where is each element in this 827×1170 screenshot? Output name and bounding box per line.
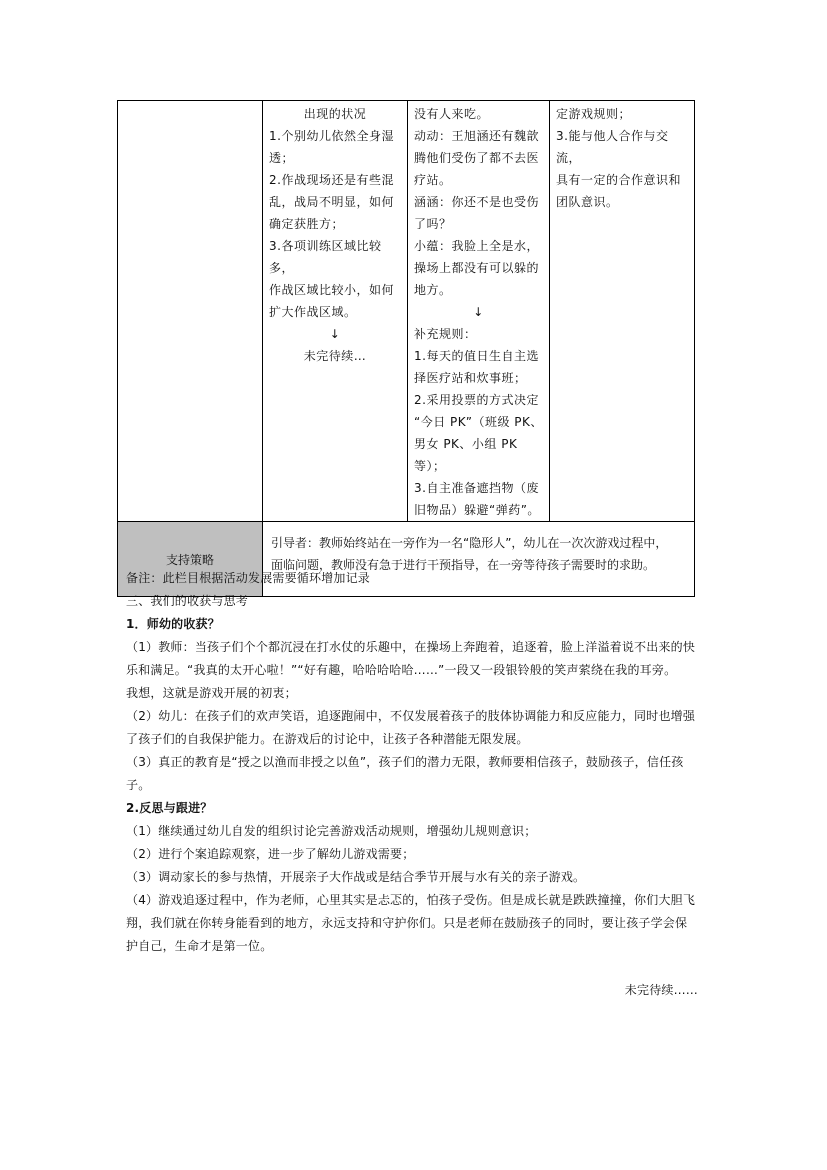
section-heading: 三、我们的收获与思考 (126, 594, 249, 608)
cell-line: 出现的状况 (303, 107, 367, 121)
subheading: 2.反思与跟进？ (126, 801, 213, 815)
table-cell-empty (118, 101, 263, 522)
note-line: 备注：此栏目根据活动发展需要循环增加记录 (126, 571, 371, 585)
cell-line: 乱，战局不明显，如何 (269, 195, 395, 209)
cell-line: 动动：王旭涵还有魏歆 (414, 129, 540, 143)
cell-line: 透； (269, 151, 295, 165)
cell-line: 引导者：教师始终站在一旁作为一名“隐形人”，幼儿在一次次游戏过程中， (271, 536, 668, 550)
paragraph-line: （3）调动家长的参与热情，开展亲子大作战或是结合季节开展与水有关的亲子游戏。 (126, 870, 586, 884)
cell-line: 扩大作战区域。 (269, 305, 357, 319)
to-be-continued: 未完待续… (303, 349, 367, 363)
cell-line: 男女 PK、小组 PK 等）； (414, 437, 518, 473)
cell-line: 3.自主准备遮挡物（废 (414, 481, 539, 495)
paragraph-line: 护自己，生命才是第一位。 (126, 939, 273, 953)
paragraph-line: 乐和满足。“我真的太开心啦！”“好有趣，哈哈哈哈哈……”一段又一段银铃般的笑声萦绕在我的耳旁。 (126, 663, 677, 677)
cell-line: 旧物品）躲避“弹药”。 (414, 503, 540, 517)
activity-table (117, 100, 695, 597)
cell-line: 小蕴：我脸上全是水， (414, 239, 540, 253)
cell-line: 团队意识。 (556, 195, 619, 209)
subheading: 1．师幼的收获？ (126, 617, 220, 631)
cell-line: 疗站。 (414, 173, 452, 187)
cell-line: 补充规则： (414, 327, 477, 341)
paragraph-line: 翔，我们就在你转身能看到的地方，永远支持和守护你们。只是老师在鼓励孩子的同时，要让孩子学会保 (126, 916, 688, 930)
table-cell-discussion (408, 101, 550, 522)
cell-line: 2.作战现场还是有些混 (269, 173, 394, 187)
cell-line: 了吗？ (414, 217, 452, 231)
down-arrow-icon: ↓ (329, 327, 341, 341)
cell-line: 操场上都没有可以躲的 (414, 261, 540, 275)
paragraph-line: （1）教师：当孩子们个个都沉浸在打水仗的乐趣中，在操场上奔跑着，追逐着，脸上洋溢着说不出来的快 (126, 640, 696, 654)
cell-line: 2.采用投票的方式决定 (414, 393, 539, 407)
table-row (118, 101, 695, 522)
cell-line: 定游戏规则； (556, 107, 632, 121)
paragraph-line: （4）游戏追逐过程中，作为老师，心里其实是忐忑的，怕孩子受伤。但是成长就是跌跌撞撞，你们大胆飞 (126, 893, 696, 907)
paragraph-line: （3）真正的教育是“授之以渔而非授之以鱼”，孩子们的潜力无限，教师要相信孩子，鼓励孩子，信任孩 (126, 755, 684, 769)
cell-line: 没有人来吃。 (414, 107, 490, 121)
cell-line: 面临问题，教师没有急于进行干预指导，在一旁等待孩子需要时的求助。 (271, 558, 656, 572)
paragraph-line: （1）继续通过幼儿自发的组织讨论完善游戏活动规则，增强幼儿规则意识； (126, 824, 537, 838)
paragraph-line: （2）进行个案追踪观察，进一步了解幼儿游戏需要； (126, 847, 415, 861)
cell-line: 3.各项训练区域比较多， (269, 239, 382, 275)
cell-line: 确定获胜方； (269, 217, 345, 231)
cell-line: 地方。 (414, 283, 452, 297)
cell-line: 腾他们受伤了都不去医 (414, 151, 540, 165)
table-cell-goals (550, 101, 695, 522)
paragraph-line: 我想，这就是游戏开展的初衷； (126, 686, 297, 700)
paragraph-line: 子。 (126, 778, 151, 792)
cell-line: 1.每天的值日生自主选 (414, 349, 539, 363)
cell-line: 涵涵：你还不是也受伤 (414, 195, 540, 209)
cell-line: 作战区域比较小，如何 (269, 283, 395, 297)
cell-line: 3.能与他人合作与交流， (556, 129, 669, 165)
paragraph-line: （2）幼儿：在孩子们的欢声笑语，追逐跑闹中，不仅发展着孩子的肢体协调能力和反应能力，同时也增强 (126, 709, 696, 723)
table-cell-situation (263, 101, 408, 522)
down-arrow-icon: ↓ (473, 305, 484, 319)
paragraph-line: 了孩子们的自我保护能力。在游戏后的讨论中，让孩子各种潜能无限发展。 (126, 732, 529, 746)
support-label-text: 支持策略 (165, 552, 214, 567)
cell-line: 择医疗站和炊事班； (414, 371, 527, 385)
cell-line: 具有一定的合作意识和 (556, 173, 682, 187)
cell-line: “今日 PK”（班级 PK、 (414, 415, 543, 429)
cell-line: 1.个别幼儿依然全身湿 (269, 129, 394, 143)
to-be-continued: 未完待续…… (624, 983, 698, 997)
body-text (126, 567, 706, 1002)
